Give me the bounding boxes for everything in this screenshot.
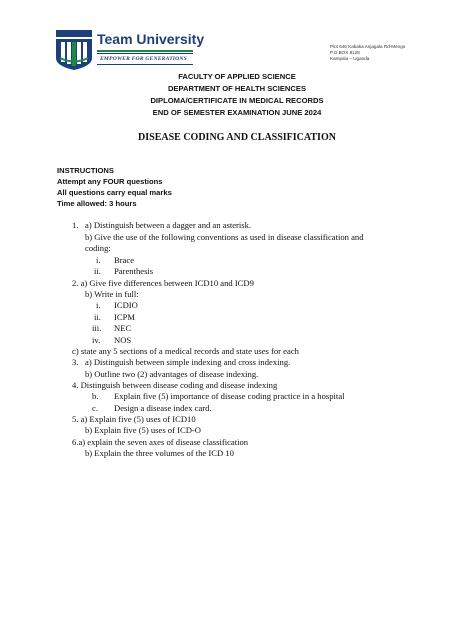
tagline-underline	[97, 64, 193, 65]
instruction-line-1: Attempt any FOUR questions	[57, 177, 163, 186]
q2-item-text: ICDIO	[114, 300, 138, 310]
q1-item-text: Brace	[114, 255, 135, 265]
q1b-text-cont: coding:	[85, 243, 111, 253]
q1-number: 1.	[72, 220, 79, 230]
q1b-text: b) Give the use of the following conventions as used in disease classification and	[85, 232, 364, 242]
q4c-text: Design a disease index card.	[114, 403, 212, 413]
q3a-text: a) Distinguish between simple indexing and cross indexing.	[85, 357, 291, 367]
department-line: DEPARTMENT OF HEALTH SCIENCES	[167, 84, 307, 93]
q5a-text: 5. a) Explain five (5) uses of ICD10	[72, 414, 196, 424]
q4c-number: c.	[92, 403, 98, 413]
q5b-text: b) Explain five (5) uses of ICD-O	[85, 425, 201, 435]
logo-emblem-icon	[56, 30, 92, 70]
university-logo	[56, 30, 92, 70]
address-line-3: Kampala – Uganda	[330, 56, 370, 61]
university-tagline: EMPOWER FOR GENERATIONS	[100, 56, 187, 62]
q2-item-text: NOS	[114, 335, 132, 345]
q3-number: 3.	[72, 357, 79, 367]
address-line-1: Plot 646 Kabaka Anjagala Rd-Mengo	[330, 44, 406, 49]
instructions-heading: INSTRUCTIONS	[57, 166, 114, 175]
instruction-line-3: Time allowed: 3 hours	[57, 199, 137, 208]
q2a-text: 2. a) Give five differences between ICD10 and ICD9	[72, 278, 254, 288]
q1-item-number: ii.	[94, 266, 101, 276]
university-name: Team University	[97, 31, 205, 47]
q2-item-number: iii.	[92, 323, 102, 333]
q2-item-number: i.	[96, 300, 101, 310]
q2b-text: b) Write in full:	[85, 289, 139, 299]
letterhead-rule-navy	[97, 53, 193, 54]
q2-item-number: ii.	[94, 312, 101, 322]
q2c-text: c) state any 5 sections of a medical records and state uses for each	[72, 346, 299, 356]
q2-item-text: ICPM	[114, 312, 136, 322]
q2-item-number: iv.	[92, 335, 101, 345]
exam-session-line: END OF SEMESTER EXAMINATION JUNE 2024	[152, 108, 322, 117]
q3b-text: b) Outline two (2) advantages of disease indexing.	[85, 369, 259, 379]
program-line: DIPLOMA/CERTIFICATE IN MEDICAL RECORDS	[150, 96, 324, 105]
q1a-text: a) Distinguish between a dagger and an asterisk.	[85, 220, 252, 230]
address-line-2: P.O.BOX 8128	[330, 50, 360, 55]
q2-item-text: NEC	[114, 323, 132, 333]
letterhead-rule-green	[97, 50, 193, 52]
q4b-number: b.	[92, 391, 99, 401]
q4a-text: 4. Distinguish between disease coding and disease indexing	[72, 380, 278, 390]
q1-item-number: i.	[96, 255, 101, 265]
instruction-line-2: All questions carry equal marks	[57, 188, 172, 197]
q1-item-text: Parenthesis	[114, 266, 154, 276]
q6a-text: 6.a) explain the seven axes of disease classification	[72, 437, 249, 447]
faculty-line: FACULTY OF APPLIED SCIENCE	[178, 72, 296, 81]
exam-title: DISEASE CODING AND CLASSIFICATION	[138, 132, 336, 143]
q6b-text: b) Explain the three volumes of the ICD 10	[85, 448, 234, 458]
q4b-text: Explain five (5) importance of disease coding practice in a hospital	[114, 391, 345, 401]
